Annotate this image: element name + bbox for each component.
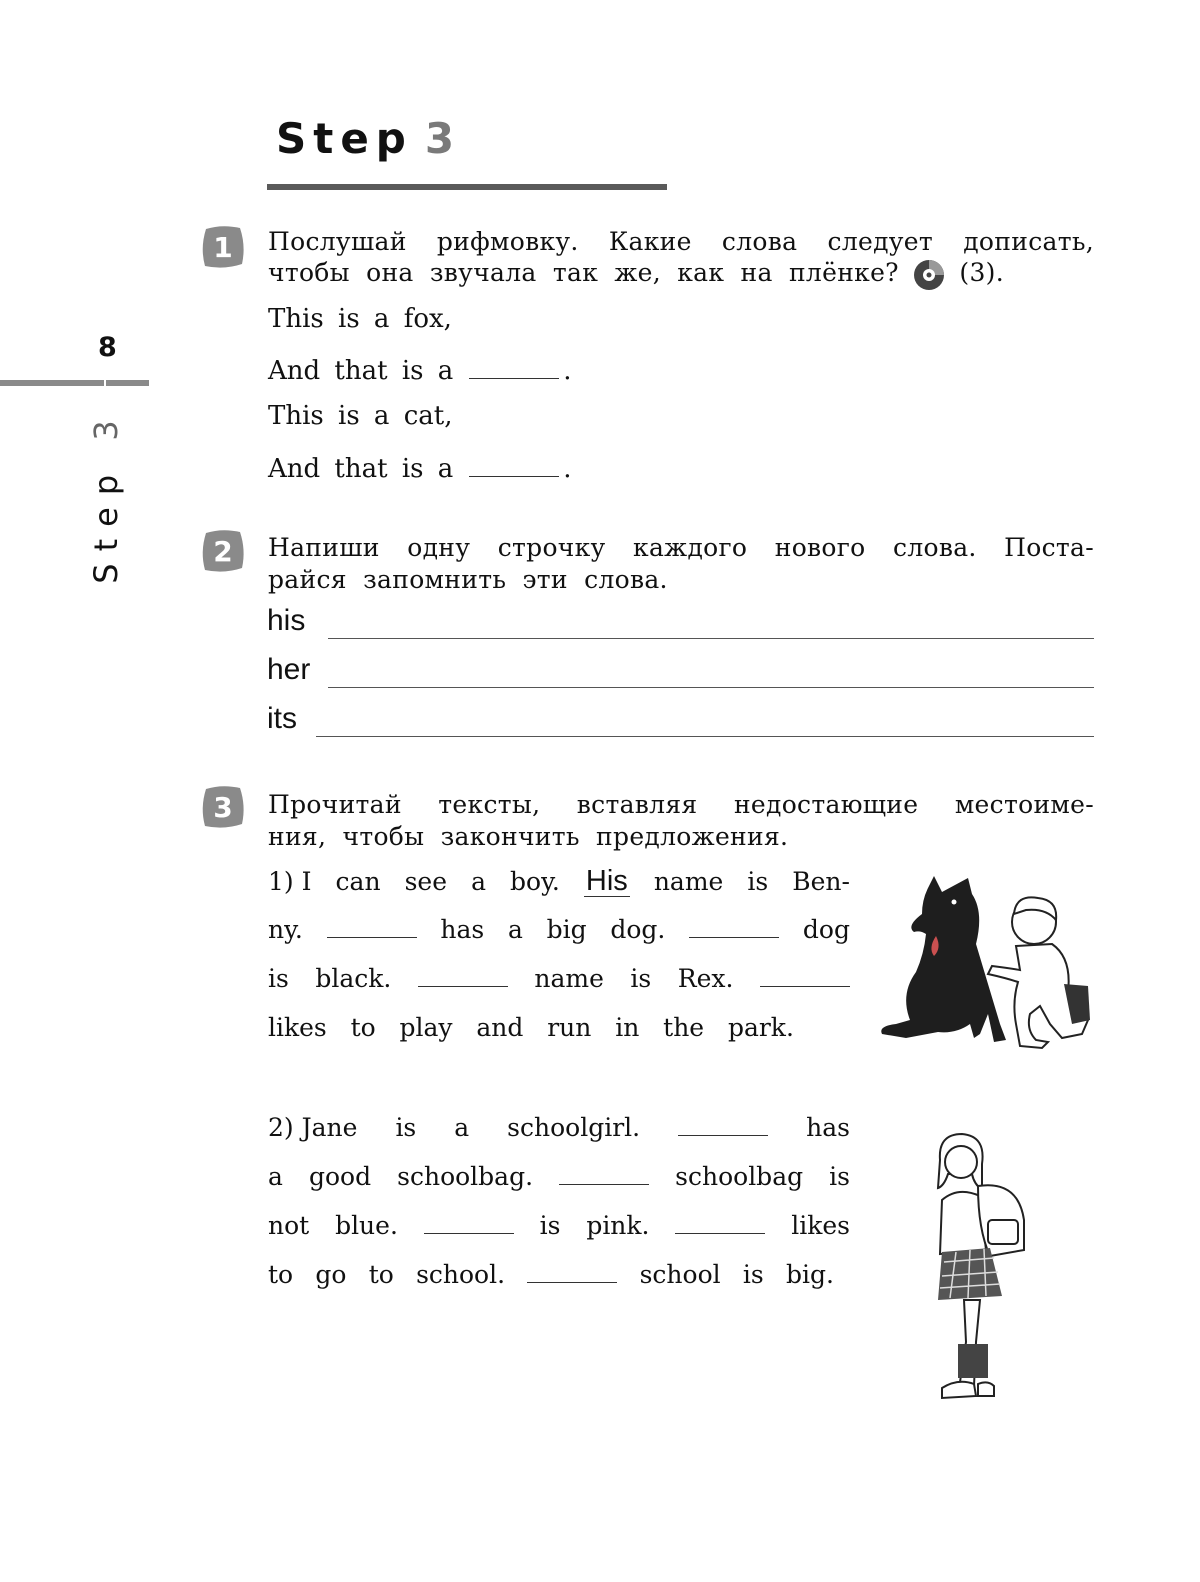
exercise-1-badge: [200, 224, 246, 270]
rhyme-blank-2[interactable]: [469, 450, 559, 477]
schoolgirl-with-backpack-illustration: [928, 1130, 1032, 1402]
text1-row-1: 1) I can see a boy. His name is Ben-: [268, 865, 850, 897]
cd-disc-icon[interactable]: [913, 259, 945, 291]
page-title: Step 3: [276, 114, 462, 163]
exercise-1-instruction-line-2: чтобы она звучала так же, как на плёнке? (3).: [268, 257, 1094, 291]
rhyme-line-4: And that is a .: [268, 450, 572, 484]
exercise-2-instruction-line-2: райся запомнить эти слова.: [268, 565, 668, 594]
handwritten-answer[interactable]: His: [585, 865, 628, 897]
writing-line-her[interactable]: [328, 687, 1094, 688]
text2-blank-5[interactable]: [527, 1260, 617, 1283]
writing-line-his[interactable]: [328, 638, 1094, 639]
boy-with-dog-illustration: [876, 874, 1098, 1050]
side-divider: [0, 380, 149, 386]
text1-blank-2[interactable]: [689, 915, 779, 938]
text2-blank-3[interactable]: [424, 1211, 514, 1234]
text1-blank-1[interactable]: [327, 915, 417, 938]
text2-blank-2[interactable]: [559, 1162, 649, 1185]
title-underline: [267, 184, 667, 190]
exercise-2-number: 2: [213, 535, 233, 568]
rhyme-line-2: And that is a .: [268, 352, 572, 386]
exercise-3-instruction-line-2: ния, чтобы закончить предложения.: [268, 822, 789, 851]
rhyme-line-1: This is a fox,: [268, 304, 452, 334]
text1-blank-3[interactable]: [418, 964, 508, 987]
text2-row-3: not blue. is pink. likes: [268, 1211, 850, 1240]
text1-row-3: is black. name is Rex.: [268, 964, 850, 998]
exercise-3-instruction-line-1: Прочитай тексты, вставляя недостающие местоиме-: [268, 790, 1094, 819]
exercise-3-number: 3: [213, 791, 233, 824]
exercise-1-number: 1: [213, 231, 233, 264]
text2-blank-4[interactable]: [675, 1211, 765, 1234]
writing-line-its[interactable]: [316, 736, 1094, 737]
text2-row-1: 2) Jane is a schoolgirl. has: [268, 1113, 850, 1142]
text1-row-2: ny. has a big dog. dog: [268, 915, 850, 944]
exercise-2-badge: [200, 528, 246, 574]
exercise-1-instruction-line-1: Послушай рифмовку. Какие слова следует дописать,: [268, 227, 1094, 256]
word-her: her: [267, 653, 311, 686]
page-number: 8: [98, 332, 117, 363]
side-step-label: Step 3: [87, 408, 125, 584]
exercise-3-badge: [200, 784, 246, 830]
text2-blank-1[interactable]: [678, 1113, 768, 1136]
text2-row-2: a good schoolbag. schoolbag is: [268, 1162, 850, 1191]
word-his: his: [267, 604, 306, 637]
text1-blank-4[interactable]: [760, 964, 850, 987]
rhyme-blank-1[interactable]: [469, 352, 559, 379]
text1-row-4: likes to play and run in the park.: [268, 1013, 794, 1042]
word-its: its: [267, 702, 297, 735]
rhyme-line-3: This is a cat,: [268, 401, 453, 431]
text2-row-4: to go to school. school is big.: [268, 1260, 834, 1289]
exercise-2-instruction-line-1: Напиши одну строчку каждого нового слова. Поста-: [268, 533, 1094, 562]
side-divider-notch: [104, 380, 106, 386]
